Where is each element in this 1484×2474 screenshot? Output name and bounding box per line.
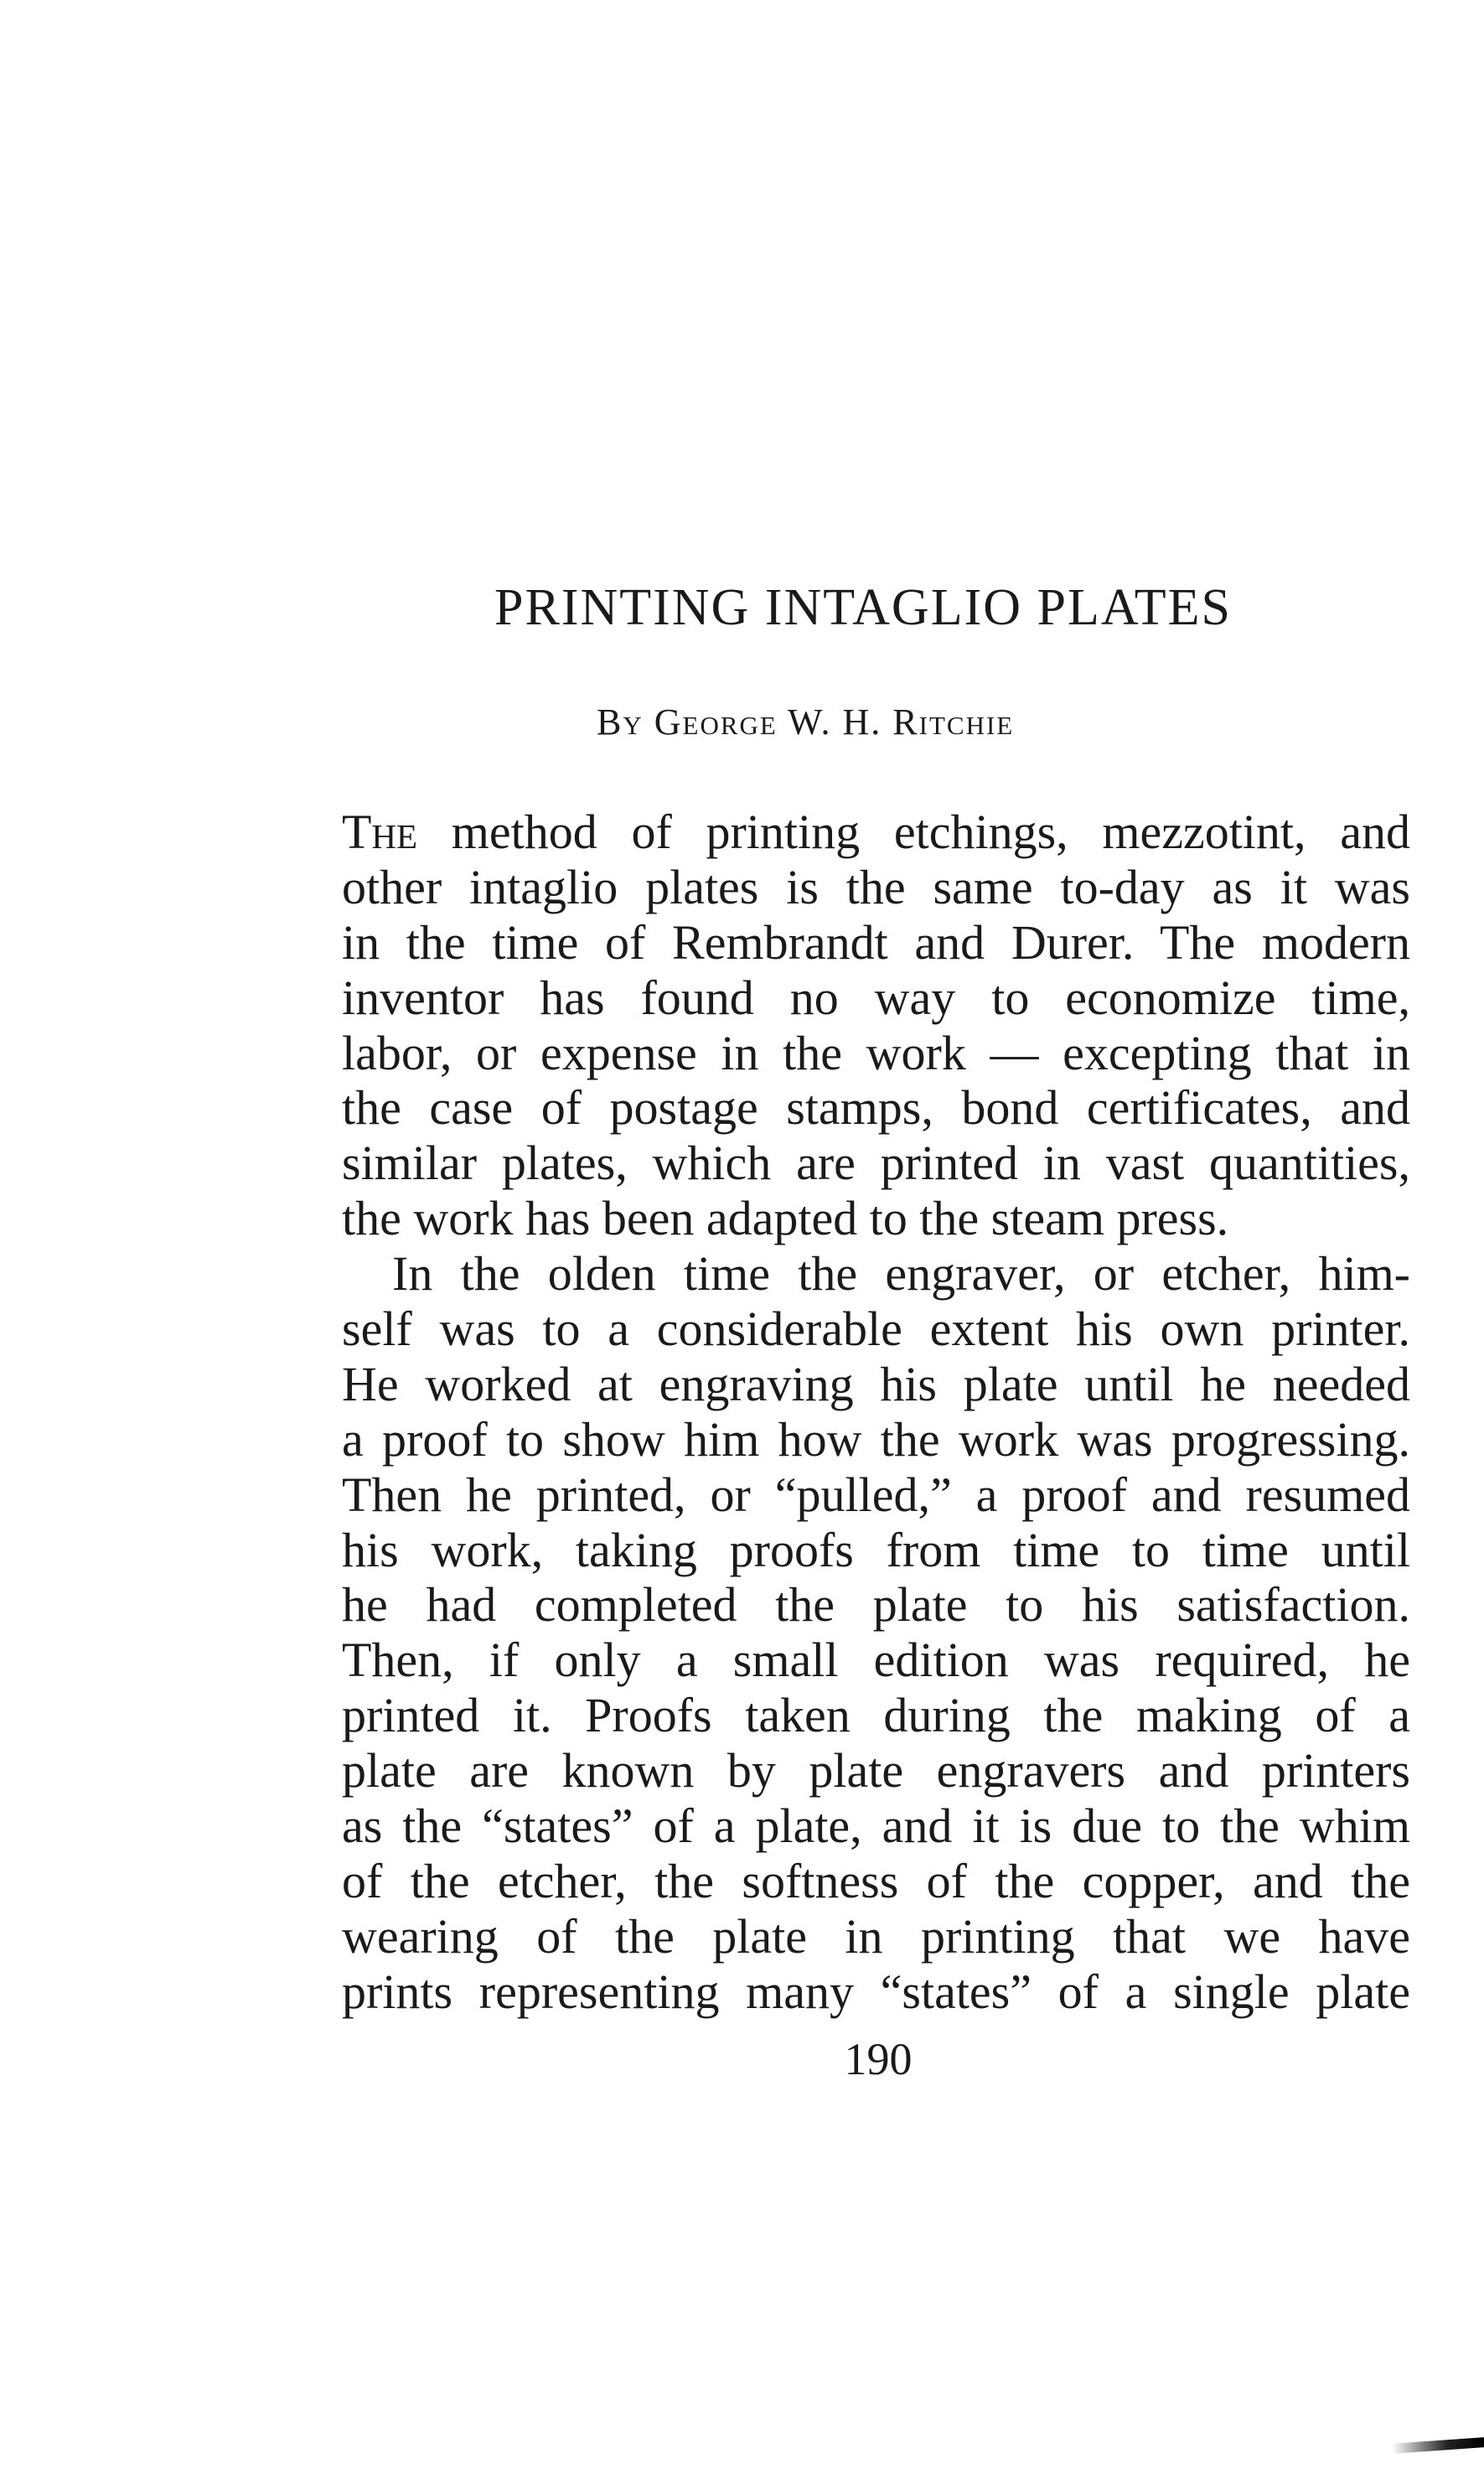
text-line: in the time of Rembrandt and Durer. The modern bbox=[342, 914, 1410, 970]
text-line: of the etcher, the softness of the copper, and the bbox=[342, 1853, 1410, 1908]
text-line: In the olden time the engraver, or etcher, him- bbox=[392, 1246, 1410, 1302]
text-line: wearing of the plate in printing that we have bbox=[342, 1908, 1410, 1964]
text-line: his work, taking proofs from time to time until bbox=[342, 1522, 1410, 1577]
body-text bbox=[342, 805, 1410, 2020]
page-title: PRINTING INTAGLIO PLATES bbox=[494, 579, 1232, 636]
text-line: similar plates, which are printed in vast quantities, bbox=[342, 1136, 1410, 1191]
text-line: printed it. Proofs taken during the making of a bbox=[342, 1688, 1410, 1743]
text-line: as the “states” of a plate, and it is due to the whim bbox=[342, 1799, 1410, 1854]
text-line: prints representing many “states” of a single plate bbox=[342, 1964, 1410, 2019]
text-line: plate are known by plate engravers and printers bbox=[342, 1743, 1410, 1799]
text-line: the work has been adapted to the steam press. bbox=[342, 1191, 1229, 1246]
lead-word: The bbox=[342, 805, 418, 859]
text-line: the case of postage stamps, bond certificates, and bbox=[342, 1080, 1410, 1136]
text-line: he had completed the plate to his satisfaction. bbox=[342, 1577, 1410, 1633]
text-line: inventor has found no way to economize time, bbox=[342, 970, 1410, 1025]
text-line: Then he printed, or “pulled,” a proof and resumed bbox=[342, 1467, 1410, 1522]
text-line: The method of printing etchings, mezzotint, and bbox=[342, 805, 1410, 859]
author-byline: By George W. H. Ritchie bbox=[597, 701, 1015, 743]
text-line: He worked at engraving his plate until he needed bbox=[342, 1356, 1410, 1411]
text-line: labor, or expense in the work — excepting that in bbox=[342, 1025, 1410, 1080]
text-line: Then, if only a small edition was required, he bbox=[342, 1633, 1410, 1688]
text-line: self was to a considerable extent his own printer. bbox=[342, 1302, 1410, 1357]
text-line: other intaglio plates is the same to-day as it was bbox=[342, 859, 1410, 914]
scan-edge-mark bbox=[1392, 2437, 1484, 2454]
page-number: 190 bbox=[844, 2034, 913, 2084]
text-line: a proof to show him how the work was progressing. bbox=[342, 1411, 1410, 1467]
